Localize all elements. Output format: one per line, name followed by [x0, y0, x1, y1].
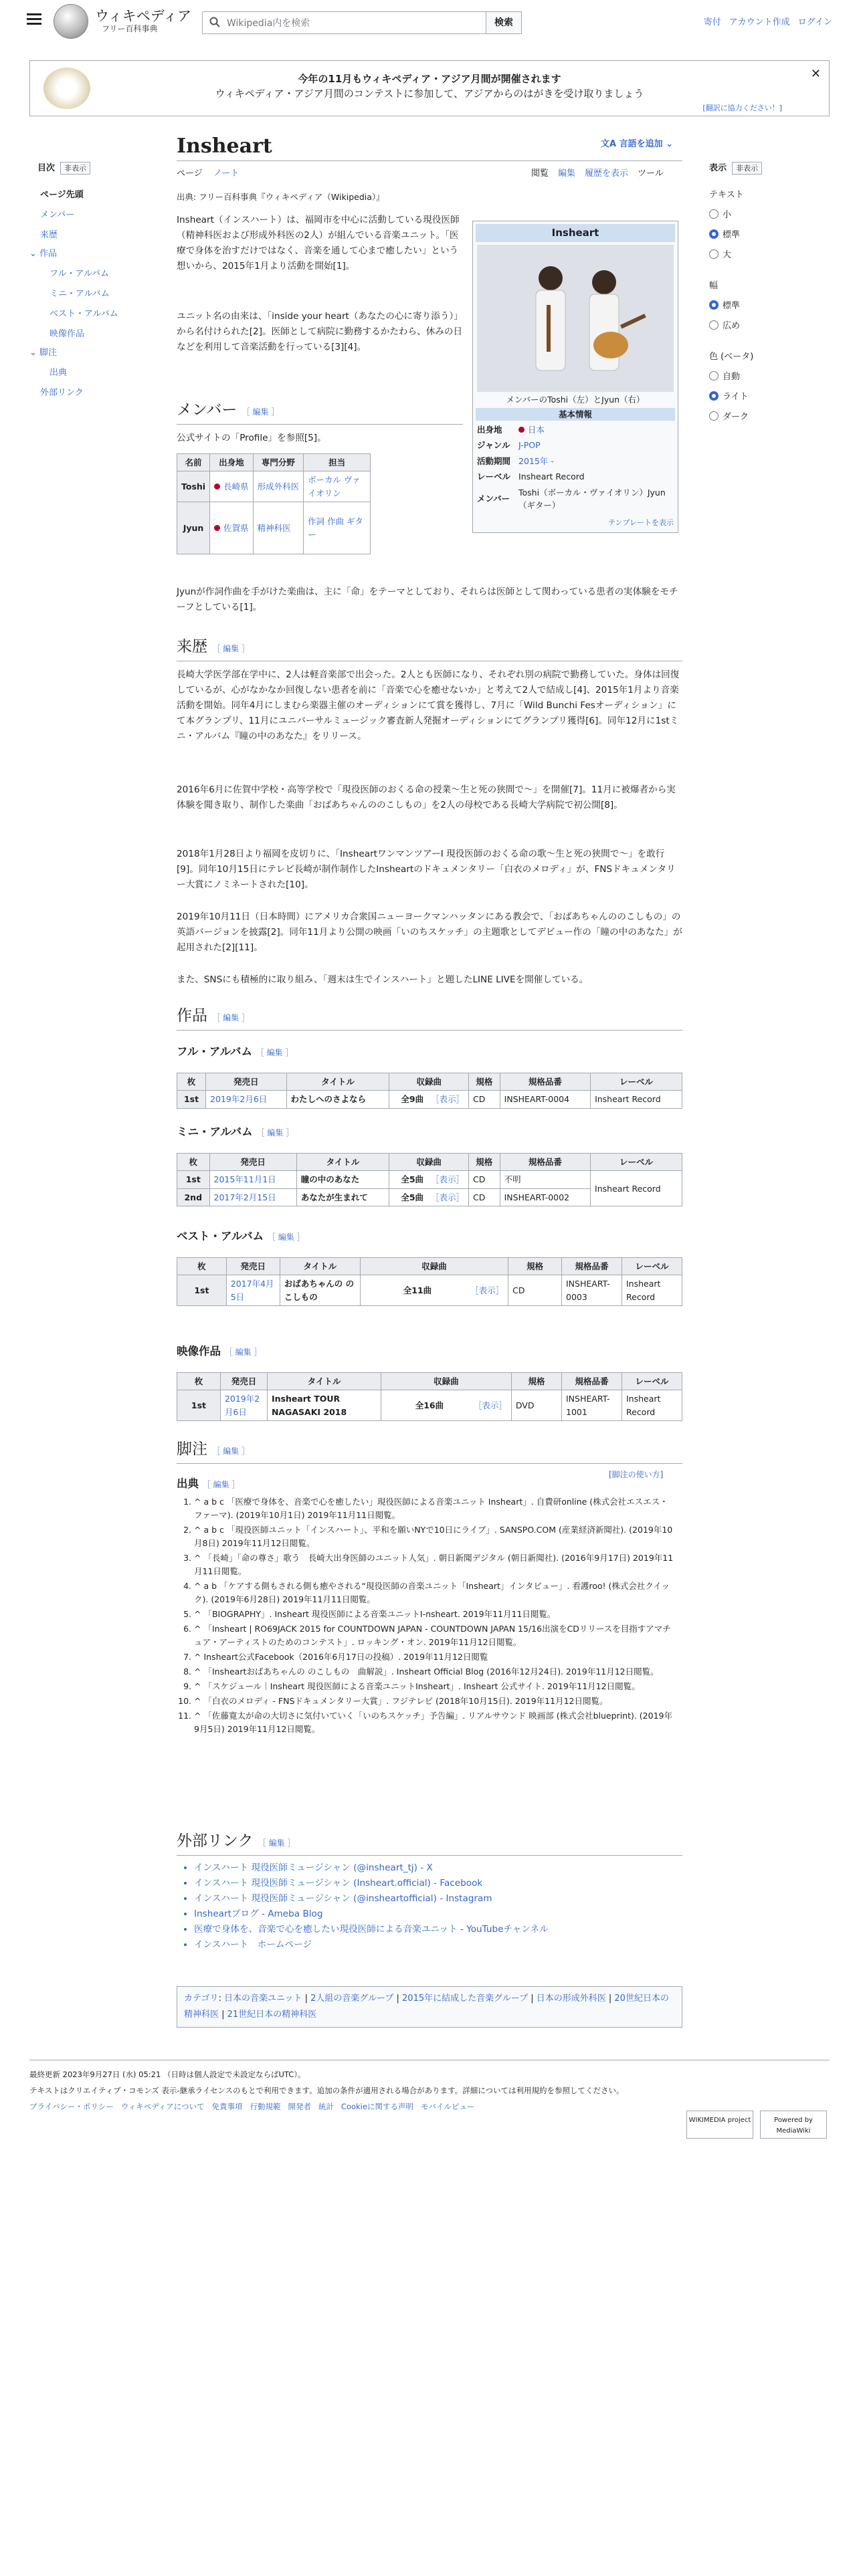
footnote-usage-link[interactable]: [脚注の使い方] — [609, 1470, 664, 1479]
table-row: Jyun 佐賀県 精神科医 作詞 作曲 ギター — [177, 502, 371, 554]
toc-heading: 目次 — [37, 163, 56, 173]
best-album-table: 枚 発売日 タイトル 収録曲 規格 規格品番 レーベル 1st 2017年4月5日 おばあちゃんの のこしもの 全11曲 ［表示］ CD INSHEART-0003 Insheart Record — [177, 1257, 682, 1306]
radio-width-wide[interactable] — [709, 320, 719, 330]
toc-item-works[interactable]: ⌄ 作品 — [29, 249, 58, 259]
history-p2: 2016年6月に佐賀中学校・高等学校で「現役医師のおくる命の授業〜生と死の狭間で〜」を開催[7]。11月に被爆者から実体験を聞き取り、制作した楽曲「おばあちゃんののこしもの」を2人の母校である長崎大学病院で初公開[8]。 — [177, 784, 676, 811]
toc-item-best-album[interactable]: ベスト・アルバム — [50, 309, 118, 319]
list-item[interactable]: 10. ^ 「白衣のメロディ - FNSドキュメンタリー大賞」. フジテレビ (2018年10月15日). 2019年11月12日閲覧。 — [194, 1695, 676, 1708]
list-item[interactable]: • インスハート 現役医師ミュージシャン (@insheart_tj) - X — [194, 1860, 549, 1876]
table-row: Toshi 長崎県 形成外科医 ボーカル ヴァイオリン — [177, 471, 371, 502]
text-size-label: テキスト — [709, 190, 744, 200]
category-link[interactable]: 2015年に結成した音楽グループ — [402, 1994, 529, 2004]
history-heading: 来歴 ［ 編集 ］ — [177, 635, 682, 661]
view-tabs — [522, 167, 664, 181]
license-text: テキストはクリエイティブ・コモンズ 表示-継承ライセンスのもとで利用できます。追加の条件が適用される場合があります。詳細については利用規約を参照してください。 — [29, 2086, 624, 2095]
category-link[interactable]: 2人組の音楽グループ — [310, 1994, 394, 2004]
search-icon — [209, 17, 220, 27]
table-row: 1st 2015年11月1日 瞳の中のあなた 全5曲 ［表示］ CD 不明 Insheart Record — [177, 1171, 682, 1188]
search-input[interactable]: Wikipedia内を検索 — [227, 18, 310, 29]
search-button[interactable]: 検索 — [486, 11, 522, 34]
list-item[interactable]: 2. ^ a b c 「現役医師ユニット「インスハート」、平和を願いNYで10日にライブ」. SANSPO.COM (産業経済新聞社). (2019年10月8日) 2019年11月12日閲覧。 — [194, 1523, 676, 1550]
add-languages-button[interactable]: 文A 言語を追加 ⌄ — [601, 139, 674, 149]
close-icon[interactable]: ✕ — [810, 67, 821, 81]
best-album-heading: ベスト・アルバム ［ 編集 ］ — [177, 1230, 305, 1243]
list-item[interactable]: 9. ^ 「スケジュール｜Insheart 現役医師による音楽ユニットInsheart」. Insheart 公式サイト. 2019年11月12日閲覧。 — [194, 1680, 676, 1693]
banner-translate-link[interactable]: [翻訳に協力ください！] — [702, 104, 782, 112]
footer-link[interactable]: 行動規範 — [250, 2102, 281, 2111]
show-toggle[interactable]: ［表示］ — [431, 1094, 465, 1105]
photo-caption: メンバーのToshi（左）とJyun（右） — [506, 395, 645, 405]
category-box: カテゴリ: 日本の音楽ユニット | 2人組の音楽グループ | 2015年に結成した音楽グループ | 日本の形成外科医 | 20世紀日本の精神科医 | 21世紀日本の精神科医 — [177, 1986, 682, 2028]
show-template-link[interactable]: テンプレートを表示 — [607, 518, 674, 528]
wikimedia-badge[interactable]: WIKIMEDIA project — [686, 2111, 753, 2139]
category-link[interactable]: 日本の音楽ユニット — [224, 1994, 302, 2004]
wordmark[interactable]: ウィキペディア — [95, 8, 192, 24]
radio-dark[interactable] — [709, 411, 719, 421]
toc-item-top[interactable]: ページ先頭 — [40, 190, 84, 200]
radio-light[interactable] — [709, 391, 719, 401]
radio-large[interactable] — [709, 249, 719, 259]
toc-item-video[interactable]: 映像作品 — [50, 329, 85, 339]
history-p3: 2018年1月28日より福岡を皮切りに、「InsheartワンマンツアーI 現役医師のおくる命の歌〜生と死の狭間で〜」を敢行[9]。同年10月15日にテレビ長崎が制作制作したInsheartのドキュメンタリー「白衣のメロディ」が、FNSドキュメンタリー大賞にノミネートされた[10]。 — [177, 849, 676, 890]
footer-link[interactable]: 統計 — [318, 2102, 334, 2111]
origin-link[interactable]: 日本 — [528, 425, 545, 435]
banner-line2[interactable]: ウィキペディア・アジア月間のコンテストに参加して、アジアからのはがきを受け取りましょう — [215, 88, 644, 100]
external-links-list — [194, 1860, 549, 1953]
tab-read[interactable]: 閲覧 — [531, 169, 549, 179]
toc-hide-button[interactable]: 非表示 — [60, 162, 90, 175]
list-item[interactable]: 5. ^ 「BIOGRAPHY」. Insheart 現役医師による音楽ユニットI-nsheart. 2019年11月11日閲覧。 — [194, 1608, 676, 1621]
history-p4: 2019年10月11日（日本時間）にアメリカ合衆国ニューヨークマンハッタンにある教会で、「おばあちゃんののこしもの」の英語バージョンを披露[2]。同年11月より公開の映画「いのちスケッチ」の主題歌としてデビュー作の「瞳の中のあなた」が起用された[2][11]。 — [177, 911, 682, 953]
photo-figures — [477, 245, 674, 392]
tagline: フリー百科事典 — [102, 24, 158, 33]
list-item[interactable]: • インスハート ホームページ — [194, 1937, 549, 1953]
banner-line1: 今年の11月もウィキペディア・アジア月間が開催されます — [298, 73, 561, 85]
search-box[interactable] — [202, 11, 522, 34]
category-link[interactable]: 20世紀日本の精神科医 — [184, 1994, 669, 2020]
table-row: 2nd 2017年2月15日 あなたが生まれて 全5曲 ［表示］ CD INSHEART-0002 — [177, 1188, 682, 1206]
members-after: Jyunが作詞作曲を手がけた楽曲は、主に「命」をテーマとしており、それらは医師として関わっている患者の実体験をモチーフとしている[1]。 — [177, 586, 678, 613]
notes-heading: 脚注 ［ 編集 ］ — [177, 1438, 682, 1464]
works-heading: 作品 ［ 編集 ］ — [177, 1004, 682, 1031]
table-row: 1st 2019年2月6日 わたしへのさよなら 全9曲 ［表示］ CD INSHEART-0004 Insheart Record — [177, 1091, 682, 1108]
appearance-hide-button[interactable]: 非表示 — [732, 162, 762, 175]
list-item[interactable]: • インスハート 現役医師ミュージシャン (Insheart.official) - Facebook — [194, 1876, 549, 1891]
toc-item-mini-album[interactable]: ミニ・アルバム — [50, 289, 110, 299]
intro-paragraph-1: Insheart（インスハート）は、福岡市を中心に活動している現役医師（精神科医および形成外科医の2人）が組んでいる音楽ユニット。「医療で身体を治すだけではなく、音楽を通して心まで癒したい」という想いから、2015年1月より活動を開始[1]。 — [177, 215, 460, 272]
namespace-tabs — [177, 167, 250, 181]
radio-small[interactable] — [709, 209, 719, 219]
video-heading: 映像作品 ［ 編集 ］ — [177, 1345, 262, 1358]
page-title: Insheart — [177, 134, 272, 158]
toc-item-history[interactable]: 来歴 — [40, 230, 58, 240]
create-account-link[interactable]: アカウント作成 — [729, 17, 790, 27]
list-item[interactable]: • 医療で身体を、音楽で心を癒したい現役医師による音楽ユニット - YouTubeチャンネル — [194, 1922, 549, 1937]
infobox — [472, 221, 678, 533]
user-links — [696, 16, 832, 29]
members-heading: メンバー ［ 編集 ］ — [177, 399, 463, 425]
toc-item-members[interactable]: メンバー — [40, 210, 75, 220]
page-footer — [29, 2066, 830, 2115]
footer-link[interactable]: プライバシー・ポリシー — [29, 2102, 114, 2111]
toc-item-full-album[interactable]: フル・アルバム — [50, 269, 110, 279]
main-menu-icon[interactable] — [27, 13, 41, 25]
full-album-table: 枚 発売日 タイトル 収録曲 規格 規格品番 レーベル 1st 2019年2月6日 わたしへのさよなら 全9曲 ［表示］ CD INSHEART-0004 Insheart Record — [177, 1073, 682, 1109]
width-label: 幅 — [709, 281, 719, 291]
table-row: 1st 2017年4月5日 おばあちゃんの のこしもの 全11曲 ［表示］ CD INSHEART-0003 Insheart Record — [177, 1275, 682, 1306]
footer-link[interactable]: 免責事項 — [211, 2102, 243, 2111]
tab-edit[interactable]: 編集 — [558, 169, 576, 179]
intro-paragraph-2: ユニット名の由来は、「inside your heart（あなたの心に寄り添う）」から名付けられた[2]。医師として病院に勤務するかたわら、休みの日などを利用して音楽活動を行っている[3][4]。 — [177, 311, 463, 352]
login-link[interactable]: ログイン — [797, 17, 832, 27]
external-links-heading: 外部リンク ［ 編集 ］ — [177, 1830, 682, 1856]
category-link[interactable]: 21世紀日本の精神科医 — [227, 2010, 317, 2020]
chevron-down-icon[interactable]: ⌄ — [29, 348, 40, 358]
toc-item-external[interactable]: 外部リンク — [40, 388, 84, 398]
site-header — [0, 0, 859, 43]
years-link[interactable]: 2015年 - — [518, 455, 554, 466]
toc-item-notes[interactable]: ⌄ 脚注 — [29, 348, 58, 358]
members-note: 公式サイトの「Profile」を参照[5]。 — [177, 433, 326, 443]
chevron-down-icon[interactable]: ⌄ — [29, 249, 40, 259]
infobox-title: Insheart — [476, 224, 675, 242]
mini-album-heading: ミニ・アルバム ［ 編集 ］ — [177, 1125, 294, 1138]
toc-item-sources[interactable]: 出典 — [50, 368, 68, 378]
table-row: 1st 2019年2月6日 Insheart TOUR NAGASAKI 2018 全16曲 ［表示］ DVD INSHEART-1001 Insheart Record — [177, 1390, 682, 1421]
video-table: 枚 発売日 タイトル 収録曲 規格 規格品番 レーベル 1st 2019年2月6日 Insheart TOUR NAGASAKI 2018 全16曲 ［表示］ DVD INSHEART-1001 Insheart Record — [177, 1372, 682, 1421]
japan-flag-icon — [518, 427, 524, 433]
list-item[interactable]: • Insheartブログ - Ameba Blog — [194, 1907, 549, 1922]
footer-link[interactable]: Cookieに関する声明 — [341, 2102, 413, 2111]
list-item[interactable]: 11. ^ 「佐藤寛太が命の大切さに気付いていく「いのちスケッチ」予告編」. リアルサウンド 映画部 (株式会社blueprint). (2019年9月5日) 2019年11月12日閲覧。 — [194, 1709, 676, 1736]
footer-link[interactable]: モバイルビュー — [420, 2102, 475, 2111]
references-list — [194, 1495, 676, 1737]
appearance-heading: 表示 — [709, 163, 727, 173]
wikipedia-globe-logo[interactable] — [54, 4, 88, 39]
members-table: 名前 出身地 専門分野 担当 Toshi 長崎県 形成外科医 ボーカル ヴァイオリン Jyun 佐賀県 精神科医 作詞 作曲 ギター — [177, 453, 371, 554]
list-item[interactable]: 8. ^ 「Insheartおばあちゃんの のこしもの 曲解説」. Insheart Official Blog (2016年12月24日). 2019年11月12日閲覧。 — [194, 1665, 676, 1679]
tab-page[interactable]: ページ — [177, 169, 203, 179]
list-item[interactable]: 1. ^ a b c 「医療で身体を、音楽で心を癒したい」現役医師による音楽ユニット Insheart」. 自費研online (株式会社エスエス・ファーマ). (2019年10月1日) 2019年11月11日閲覧。 — [194, 1495, 676, 1522]
footer-link[interactable]: 開発者 — [288, 2102, 311, 2111]
tab-talk[interactable]: ノート — [213, 169, 240, 179]
footer-link[interactable]: ウィキペディアについて — [120, 2102, 205, 2111]
list-item[interactable]: 4. ^ a b 「ケアする側もされる側も癒やされる“現役医師の音楽ユニット「Insheart」インタビュー」. 看護roo! (株式会社クイック). (2019年6月28日) 2019年11月11日閲覧。 — [194, 1580, 676, 1606]
history-p5: また、SNSにも積極的に取り組み、「週末は生でインスハート」と題したLINE LIVEを開催している。 — [177, 974, 589, 985]
last-modified: 最終更新 2023年9月27日 (水) 05:21 （日時は個人設定で未設定ならばUTC）。 — [29, 2070, 306, 2079]
color-label: 色 (ベータ) — [709, 352, 754, 362]
list-item[interactable]: 7. ^ Insheart公式Facebook（2016年6月17日の投稿）. 2019年11月12日閲覧 — [194, 1650, 676, 1664]
site-notice-banner — [29, 60, 830, 116]
history-p1: 長崎大学医学部在学中に、2人は軽音楽部で出会った。2人とも医師になり、それぞれ別の病院で勤務していた。身体は回復しているが、心がなかなか回復しない患者を前に「音楽で心を癒せないか」と考えて2人で結成し[4]、2015年1月より音楽活動を開始。同年4月にしまむら楽器主催のオーディションにて賞を獲得し、7月に「Wild Bunchi Fesオーディション」にて本グランプリ、11月にユニバーサルミュージック審査新人発掘オーディションにてグランプリ獲得[6]。同年12月に1stミニ・アルバム『瞳の中のあなた』をリリース。 — [177, 669, 680, 742]
category-link[interactable]: 日本の形成外科医 — [536, 1994, 606, 2004]
radio-auto[interactable] — [709, 371, 719, 381]
tab-tools[interactable]: ツール — [638, 169, 664, 179]
radio-width-standard[interactable] — [709, 300, 719, 310]
basic-info-header: 基本情報 — [476, 408, 675, 421]
radio-standard[interactable] — [709, 229, 719, 239]
categories-label[interactable]: カテゴリ — [184, 1994, 219, 2004]
list-item[interactable]: 6. ^ 「Insheart | RO69JACK 2015 for COUNTDOWN JAPAN - COUNTDOWN JAPAN 15/16出演をCDリリースを目指すアマチュア・アーティストのためのコンテスト」. ロッキング・オン. 2019年11月12日閲覧。 — [194, 1622, 676, 1649]
tab-history[interactable]: 履歴を表示 — [585, 169, 629, 179]
infobox-table: 出身地 日本 ジャンル J-POP 活動期間 2015年 - レーベル Insheart Record メンバー Toshi（ボーカル・ヴァイオリン）Jyun（ギター） — [473, 422, 678, 513]
site-sub: 出典: フリー百科事典『ウィキペディア（Wikipedia）』 — [177, 192, 385, 202]
mediawiki-badge[interactable]: Powered by MediaWiki — [760, 2111, 827, 2139]
donate-link[interactable]: 寄付 — [703, 17, 721, 27]
sources-heading: 出典 ［ 編集 ］ — [177, 1477, 240, 1490]
list-item[interactable]: • インスハート 現役医師ミュージシャン (@insheartofficial) - Instagram — [194, 1891, 549, 1907]
translate-icon: 文A — [601, 139, 619, 149]
genre-link[interactable]: J-POP — [518, 440, 541, 451]
band-photo[interactable] — [477, 245, 674, 392]
list-item[interactable]: 3. ^ 「長崎」「命の尊さ」歌う 長崎大出身医師のユニット人気」. 朝日新聞デジタル (朝日新聞社). (2016年9月17日) 2019年11月11日閲覧。 — [194, 1551, 676, 1578]
mini-album-table: 枚 発売日 タイトル 収録曲 規格 規格品番 レーベル 1st 2015年11月1日 瞳の中のあなた 全5曲 ［表示］ CD 不明 Insheart Record 2nd 2017年2月15日 あなたが生まれて 全5曲 ［表示］ CD INSHEART-0002 — [177, 1153, 682, 1206]
edit-link[interactable]: ［ 編集 ］ — [242, 407, 280, 417]
full-album-heading: フル・アルバム ［ 編集 ］ — [177, 1045, 294, 1058]
